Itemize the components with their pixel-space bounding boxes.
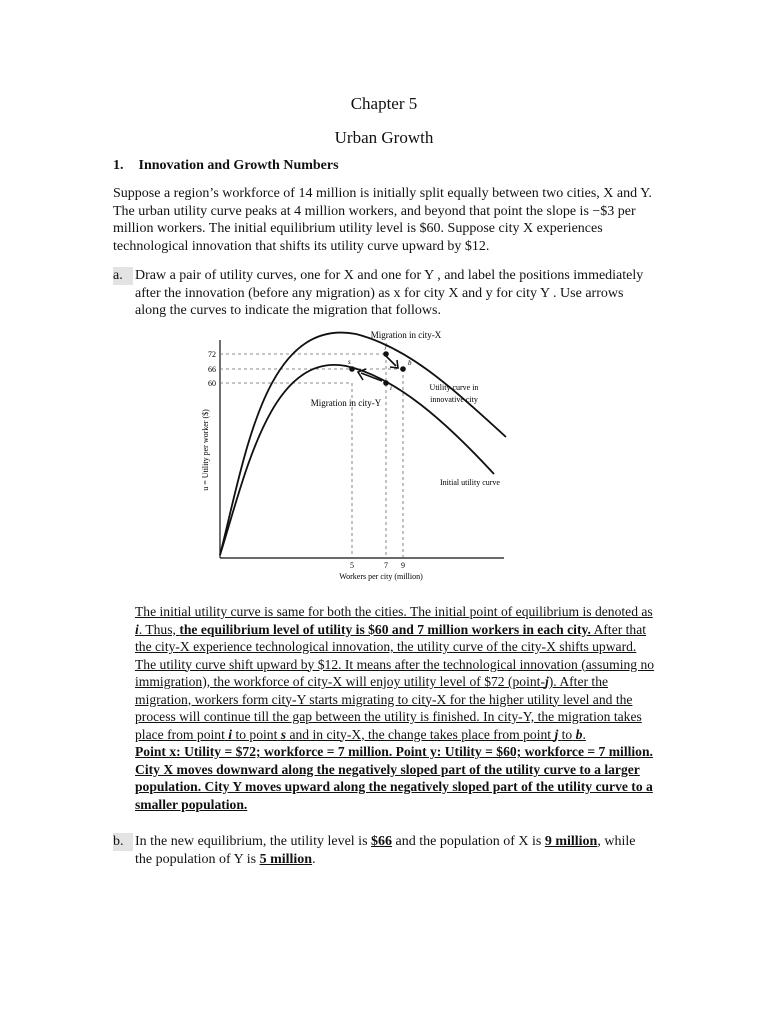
answer-text-5: ). After the migration, workers form city-Y starts migrating to city-X for the higher utility level and the process will continue till the gap between the utility is finished. In city-Y, the migration takes place from point [135, 674, 642, 742]
point-s-marker [349, 366, 355, 372]
migration-x-arrow [386, 356, 396, 366]
answer-point-j-2: j [554, 726, 559, 742]
point-s-label: s [348, 358, 351, 366]
answer-text-1: The initial utility curve is same for both the cities. The initial point of equilibrium is denoted as [135, 604, 653, 619]
y-tick-60: 60 [208, 379, 216, 388]
utility-curve-figure [196, 322, 526, 587]
chapter-number: Chapter 5 [350, 94, 418, 113]
x-tick-5: 5 [350, 561, 354, 570]
answer-point-j: j [544, 674, 549, 689]
answer-equilibrium: the equilibrium level of utility is $60 and 7 million workers in each city. [179, 621, 591, 637]
section-heading [113, 158, 339, 174]
part-a-answer [135, 603, 657, 813]
point-j-label: j [385, 342, 387, 350]
answer-point-i: i [135, 621, 139, 637]
new-utility-value: $66 [371, 834, 393, 849]
migration-y-label: Migration in city-Y [310, 398, 382, 408]
part-a-question: Draw a pair of utility curves, one for X and one for Y , and label the positions immediately after the innovation (before any migration) as x for city X and y for city Y . Use arrows along the curves to indicate the migration that follows. [135, 268, 644, 318]
x-tick-9: 9 [401, 561, 405, 570]
innovative-curve-label-2: innovative city [430, 395, 478, 404]
part-b-text-2: and the population of X is [395, 834, 542, 849]
guide-lines [220, 354, 403, 558]
y-tick-66: 66 [208, 365, 216, 374]
point-b-marker [400, 366, 406, 372]
part-b-text-4: . [312, 851, 316, 867]
answer-text-6: to point [235, 726, 278, 742]
answer-text-7: and in city-X, the change takes place from point [289, 726, 552, 742]
point-b-label: b [408, 359, 412, 367]
x-axis-label: Workers per city (million) [339, 572, 423, 581]
point-j-marker [383, 351, 389, 357]
part-a-label: a. [113, 267, 133, 285]
initial-utility-curve [220, 365, 494, 555]
y-tick-72: 72 [208, 350, 216, 359]
innovative-utility-curve [220, 333, 506, 555]
initial-curve-label: Initial utility curve [440, 478, 500, 487]
problem-intro: Suppose a region’s workforce of 14 million is initially split equally between two cities, X and Y. The urban utility curve peaks at 4 million workers, and beyond that point the slope is −$3 per million workers. The initial equilibrium utility level is $60. Suppose city X experiences technological innovation that shifts its utility curve upward by $12. [113, 186, 652, 254]
answer-point-s: s [280, 726, 287, 742]
answer-text-8: to [561, 726, 573, 742]
section-number: 1. [113, 158, 124, 173]
innovative-curve-label-1: Utility curve in [429, 383, 479, 392]
answer-point-i-2: i [228, 726, 233, 742]
answer-point-b: b [575, 726, 583, 742]
part-b-label: b. [113, 833, 133, 851]
migration-x-label: Migration in city-X [370, 330, 442, 340]
part-b-text-1: In the new equilibrium, the utility level is [135, 834, 368, 849]
section-title: Innovation and Growth Numbers [138, 158, 339, 173]
answer-text-9: . [582, 726, 586, 742]
part-b-text-3: , while the population of Y is [135, 834, 636, 867]
point-i-label: i [390, 384, 392, 392]
population-x-value: 9 million [544, 834, 598, 849]
point-i-marker [383, 380, 389, 386]
y-axis-label: u = Utility per worker ($) [201, 409, 210, 491]
answer-summary: Point x: Utility = $72; workforce = 7 million. Point y: Utility = $60; workforce = 7 million. City X moves downward along the negatively sloped part of the utility curve to a larger population. City Y moves upward along the negatively sloped part of the utility curve to a smaller population. [135, 744, 653, 812]
chapter-title: Urban Growth [334, 128, 434, 147]
x-tick-7: 7 [384, 561, 388, 570]
answer-text-2: . Thus, [138, 621, 176, 637]
population-y-value: 5 million [259, 851, 313, 867]
part-b-answer [135, 833, 653, 868]
answer-text-4: After that the city-X experience technological innovation, the utility curve of the city-X shifts upward. The utility curve shift upward by $12. It means after the technological innovation (assuming no immigration), the workforce of city-X will enjoy utility level of $72 (point- [135, 621, 655, 689]
